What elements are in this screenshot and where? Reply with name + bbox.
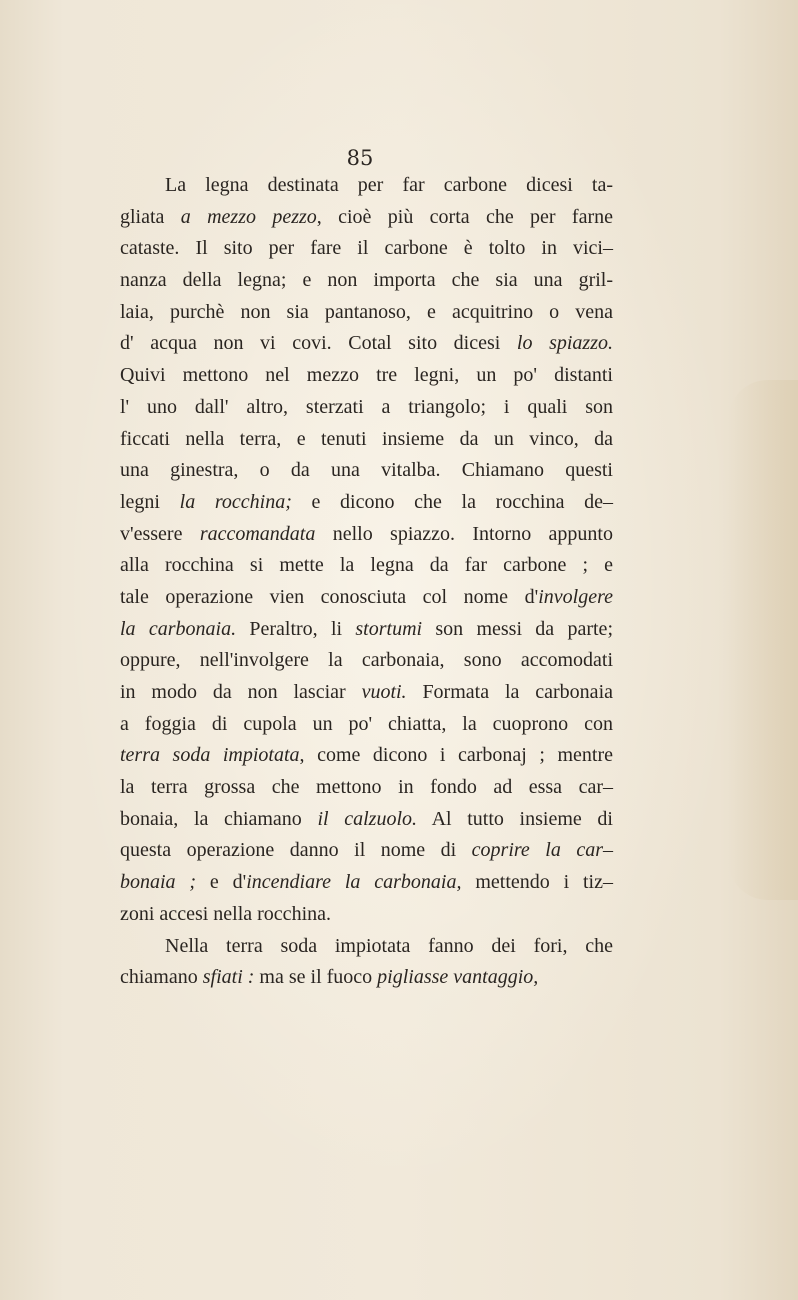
text-span: mettendo i tiz– bbox=[461, 871, 613, 894]
italic-term: sfiati : bbox=[202, 966, 255, 989]
text-line bbox=[120, 360, 613, 392]
page-number: 85 bbox=[346, 146, 374, 170]
text-span: , cioè più corta che per farne bbox=[316, 205, 613, 228]
text-span: nanza della legna; e non importa che sia una gril- bbox=[120, 269, 613, 292]
text-span: La legna destinata per far carbone dicesi ta- bbox=[165, 174, 613, 196]
text-span: ma se il fuoco bbox=[254, 966, 378, 989]
text-span: una ginestra, o da una vitalba. Chiamano questi bbox=[120, 459, 613, 482]
text-span: zoni accesi nella rocchina. bbox=[120, 902, 331, 925]
text-line bbox=[120, 550, 613, 582]
text-span: Peraltro, li bbox=[236, 617, 356, 640]
text-span: nello spiazzo. Intorno appunto bbox=[315, 522, 613, 545]
text-line bbox=[120, 740, 613, 772]
italic-term: lo spiazzo. bbox=[516, 332, 613, 355]
text-span: Formata la carbonaia bbox=[406, 681, 613, 703]
text-span: son messi da parte; bbox=[422, 617, 613, 640]
italic-term: il calzuolo. bbox=[317, 807, 418, 830]
text-span: ficcati nella terra, e tenuti insieme da un vinco, da bbox=[120, 427, 613, 450]
text-line bbox=[120, 202, 613, 234]
text-span: Nella terra soda impiotata fanno dei fori, che bbox=[165, 934, 613, 957]
text-line bbox=[120, 772, 613, 804]
text-line bbox=[120, 931, 613, 963]
text-span: bonaia, la chiamano bbox=[120, 807, 318, 830]
italic-term: a mezzo pezzo bbox=[180, 205, 317, 228]
text-span: cataste. Il sito per fare il carbone è tolto in vici– bbox=[120, 237, 613, 260]
text-span: e dicono che la rocchina de– bbox=[291, 490, 613, 513]
text-line bbox=[120, 392, 613, 424]
text-span: Al tutto insieme di bbox=[417, 807, 613, 830]
text-span: la terra grossa che mettono in fondo ad essa car– bbox=[120, 776, 613, 799]
text-line bbox=[120, 867, 613, 899]
text-span: l' uno dall' altro, sterzati a triangolo; i quali son bbox=[120, 395, 613, 418]
italic-term: raccomandata bbox=[199, 522, 316, 545]
text-line bbox=[120, 677, 613, 709]
text-line bbox=[120, 328, 613, 360]
text-span: Quivi mettono nel mezzo tre legni, un po' distanti bbox=[120, 364, 613, 387]
text-line bbox=[120, 487, 613, 519]
italic-term: vuoti. bbox=[361, 681, 407, 703]
text-span: v'essere bbox=[120, 522, 200, 545]
text-span: e d' bbox=[196, 871, 247, 894]
italic-term: pigliasse vantaggio, bbox=[377, 966, 539, 989]
text-span: chiamano bbox=[120, 966, 203, 989]
text-line bbox=[120, 835, 613, 867]
text-line bbox=[120, 804, 613, 836]
text-line bbox=[120, 455, 613, 487]
italic-term: coprire la car– bbox=[471, 839, 613, 862]
text-line bbox=[120, 709, 613, 741]
text-line bbox=[120, 645, 613, 677]
text-line bbox=[120, 170, 613, 202]
body-text bbox=[120, 170, 613, 994]
text-span: a foggia di cupola un po' chiatta, la cuoprono con bbox=[120, 712, 613, 735]
italic-term: incendiare la carbonaia, bbox=[246, 871, 462, 894]
text-span: questa operazione danno il nome di bbox=[120, 839, 472, 862]
text-span: laia, purchè non sia pantanoso, e acquitrino o vena bbox=[120, 300, 613, 323]
italic-term: terra soda impiotata bbox=[120, 744, 300, 767]
text-span: , come dicono i carbonaj ; mentre bbox=[299, 744, 613, 767]
text-line bbox=[120, 519, 613, 551]
text-span: tale operazione vien conosciuta col nome d' bbox=[120, 585, 539, 608]
text-line bbox=[120, 233, 613, 265]
text-line bbox=[120, 297, 613, 329]
text-line bbox=[120, 582, 613, 614]
italic-term: involgere bbox=[538, 585, 613, 608]
italic-term: stortumi bbox=[355, 617, 423, 640]
text-span: gliata bbox=[120, 205, 181, 228]
paper-stain bbox=[728, 380, 798, 900]
text-span: oppure, nell'involgere la carbonaia, sono accomodati bbox=[120, 649, 613, 672]
text-span: d' acqua non vi covi. Cotal sito dicesi bbox=[120, 332, 517, 355]
text-line bbox=[120, 424, 613, 456]
italic-term: bonaia ; bbox=[120, 871, 197, 894]
text-line bbox=[120, 265, 613, 297]
text-line bbox=[120, 614, 613, 646]
italic-term: la rocchina; bbox=[179, 490, 292, 513]
text-line bbox=[120, 962, 613, 994]
italic-term: la carbonaia. bbox=[120, 617, 237, 640]
text-span: legni bbox=[120, 490, 180, 513]
text-span: in modo da non lasciar bbox=[120, 681, 362, 703]
text-span: alla rocchina si mette la legna da far carbone ; e bbox=[120, 554, 613, 577]
text-line bbox=[120, 899, 613, 931]
